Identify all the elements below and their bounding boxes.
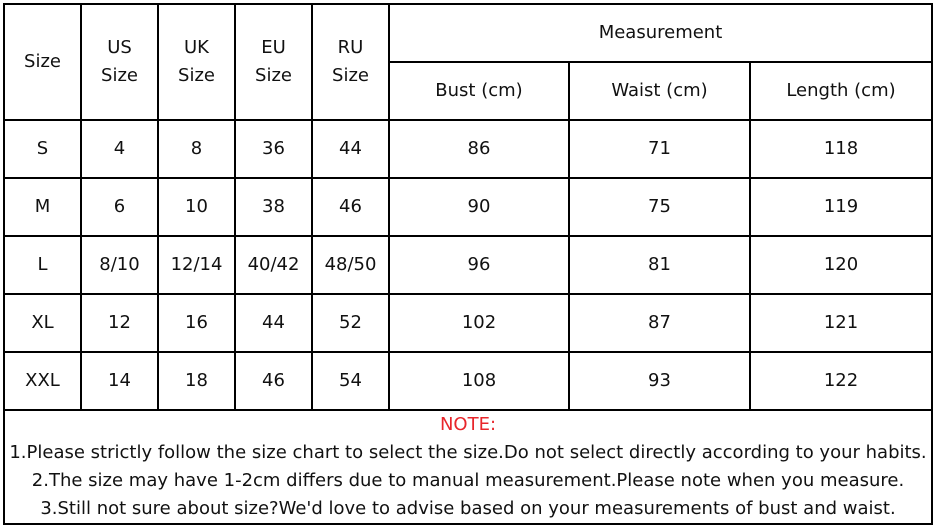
cell-size: XL xyxy=(4,294,81,352)
cell-bust: 90 xyxy=(389,178,569,236)
header-uk-size-line1: UK xyxy=(184,37,209,58)
header-eu-size xyxy=(235,4,312,120)
cell-uk: 16 xyxy=(158,294,235,352)
cell-size: S xyxy=(4,120,81,178)
header-uk-size xyxy=(158,4,235,120)
cell-eu: 44 xyxy=(235,294,312,352)
table-row xyxy=(4,294,932,352)
cell-uk: 10 xyxy=(158,178,235,236)
header-size: Size xyxy=(4,4,81,120)
cell-waist: 71 xyxy=(569,120,750,178)
cell-bust: 102 xyxy=(389,294,569,352)
cell-bust: 108 xyxy=(389,352,569,410)
size-chart-table xyxy=(3,3,933,525)
header-uk-size-line2: Size xyxy=(178,65,215,86)
cell-waist: 93 xyxy=(569,352,750,410)
cell-ru: 52 xyxy=(312,294,389,352)
header-eu-size-line1: EU xyxy=(261,37,286,58)
header-us-size-line1: US xyxy=(107,37,132,58)
cell-length: 119 xyxy=(750,178,932,236)
cell-us: 14 xyxy=(81,352,158,410)
cell-uk: 12/14 xyxy=(158,236,235,294)
header-ru-size-line2: Size xyxy=(332,65,369,86)
header-us-size-line2: Size xyxy=(101,65,138,86)
cell-eu: 38 xyxy=(235,178,312,236)
note-line-3: 3.Still not sure about size?We'd love to advise based on your measurements of bust and waist. xyxy=(40,498,896,519)
cell-ru: 48/50 xyxy=(312,236,389,294)
cell-length: 121 xyxy=(750,294,932,352)
cell-eu: 46 xyxy=(235,352,312,410)
cell-size: XXL xyxy=(4,352,81,410)
note-title: NOTE: xyxy=(439,414,497,435)
cell-size: M xyxy=(4,178,81,236)
note-line-1: 1.Please strictly follow the size chart to select the size.Do not select directly according to your habits. xyxy=(9,442,927,463)
note-row xyxy=(4,410,932,524)
cell-us: 12 xyxy=(81,294,158,352)
cell-ru: 54 xyxy=(312,352,389,410)
header-bust: Bust (cm) xyxy=(389,62,569,120)
header-eu-size-line2: Size xyxy=(255,65,292,86)
note-line-2: 2.The size may have 1-2cm differs due to manual measurement.Please note when you measure. xyxy=(31,470,905,491)
cell-eu: 40/42 xyxy=(235,236,312,294)
cell-length: 122 xyxy=(750,352,932,410)
cell-size: L xyxy=(4,236,81,294)
cell-us: 8/10 xyxy=(81,236,158,294)
cell-us: 6 xyxy=(81,178,158,236)
table-row xyxy=(4,178,932,236)
note-box xyxy=(4,410,932,524)
cell-length: 118 xyxy=(750,120,932,178)
cell-waist: 87 xyxy=(569,294,750,352)
header-row-top xyxy=(4,4,932,62)
cell-bust: 96 xyxy=(389,236,569,294)
cell-ru: 46 xyxy=(312,178,389,236)
table-row xyxy=(4,236,932,294)
cell-waist: 75 xyxy=(569,178,750,236)
cell-bust: 86 xyxy=(389,120,569,178)
cell-us: 4 xyxy=(81,120,158,178)
cell-ru: 44 xyxy=(312,120,389,178)
header-ru-size-line1: RU xyxy=(337,37,364,58)
table-row xyxy=(4,352,932,410)
header-waist: Waist (cm) xyxy=(569,62,750,120)
cell-eu: 36 xyxy=(235,120,312,178)
table-row xyxy=(4,120,932,178)
cell-uk: 8 xyxy=(158,120,235,178)
cell-uk: 18 xyxy=(158,352,235,410)
header-length: Length (cm) xyxy=(750,62,932,120)
cell-waist: 81 xyxy=(569,236,750,294)
header-measurement: Measurement xyxy=(389,4,932,62)
header-ru-size xyxy=(312,4,389,120)
cell-length: 120 xyxy=(750,236,932,294)
header-us-size xyxy=(81,4,158,120)
